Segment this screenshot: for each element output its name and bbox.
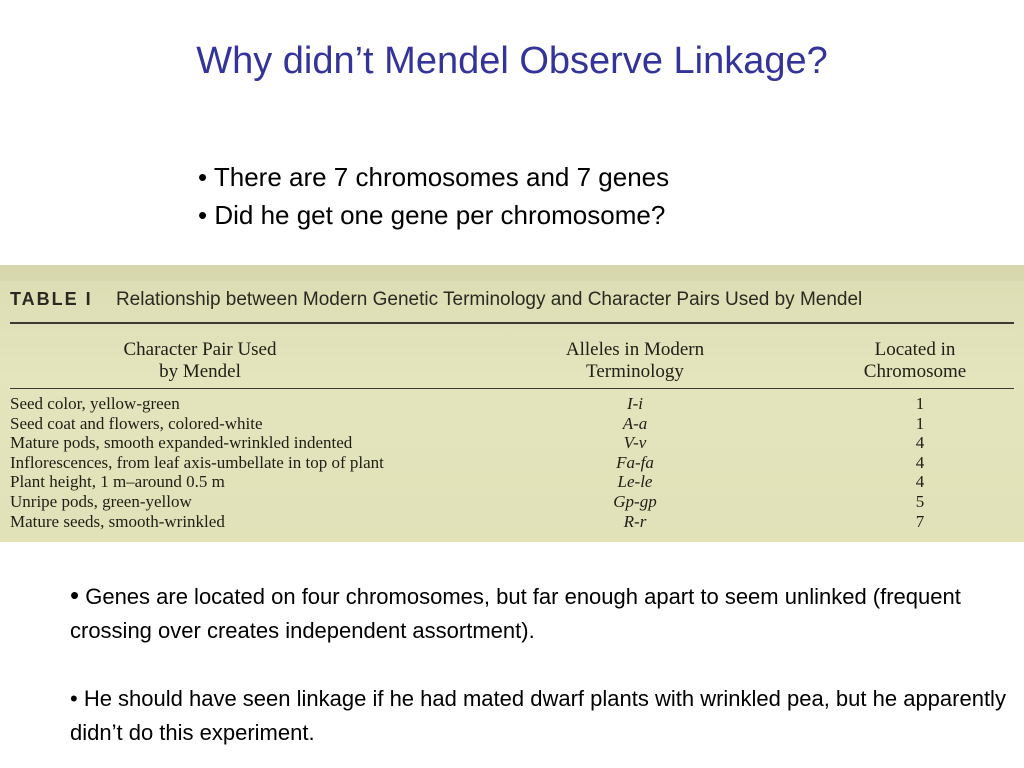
cell-alleles: Gp-gp — [613, 491, 657, 511]
bullet-text: Genes are located on four chromosomes, but far enough apart to seem unlinked (frequent crossing over creates independent assortment). — [70, 584, 961, 643]
slide-title: Why didn’t Mendel Observe Linkage? — [196, 40, 828, 82]
header-line: Character Pair Used — [123, 339, 277, 360]
bullet-marker: • — [70, 686, 78, 711]
bottom-bullet-item — [70, 578, 1010, 648]
column-header-character-pair — [60, 339, 340, 383]
cell-chromosome: 4 — [915, 452, 925, 472]
table-row — [10, 453, 1014, 473]
table-header-rule — [10, 388, 1014, 389]
cell-chromosome: 4 — [915, 433, 925, 453]
cell-alleles: Le-le — [617, 472, 653, 492]
column-header-chromosome — [820, 339, 1010, 383]
cell-chromosome: 5 — [915, 491, 925, 511]
cell-character: Unripe pods, green-yellow — [10, 491, 192, 511]
cell-alleles: I-i — [626, 394, 644, 413]
table-row — [10, 512, 1014, 532]
top-bullet-list — [198, 158, 669, 234]
table-row — [10, 472, 1014, 492]
header-line: Alleles in Modern — [565, 339, 705, 360]
table-heading — [10, 289, 1010, 311]
cell-character: Seed coat and flowers, colored-white — [10, 413, 263, 433]
cell-alleles: R-r — [623, 511, 647, 531]
cell-alleles: A-a — [622, 413, 648, 433]
scan-edge — [0, 265, 1024, 281]
cell-chromosome: 1 — [915, 413, 925, 433]
scanned-table-image — [0, 265, 1024, 542]
bottom-bullet-item — [70, 682, 1010, 750]
cell-chromosome: 1 — [915, 394, 925, 413]
header-line: Terminology — [586, 361, 684, 382]
header-line: Located in — [874, 339, 956, 360]
cell-alleles: Fa-fa — [616, 452, 654, 472]
top-bullet-item: • There are 7 chromosomes and 7 genes — [198, 162, 670, 192]
table-label: TABLE I — [10, 289, 93, 309]
table-top-rule — [10, 322, 1014, 324]
table-row — [10, 433, 1014, 453]
header-line: by Mendel — [159, 361, 241, 382]
cell-character: Inflorescences, from leaf axis-umbellate in top of plant — [10, 452, 384, 472]
table-row — [10, 492, 1014, 512]
cell-chromosome: 4 — [915, 472, 925, 492]
bullet-text: He should have seen linkage if he had mated dwarf plants with wrinkled pea, but he apparently didn’t do this experiment. — [70, 686, 1006, 745]
cell-character: Seed color, yellow-green — [10, 394, 180, 413]
cell-alleles: V-v — [623, 433, 647, 453]
header-line: Chromosome — [863, 361, 967, 382]
bullet-marker: • — [70, 580, 80, 610]
table-body — [10, 394, 1014, 531]
cell-character: Plant height, 1 m–around 0.5 m — [10, 472, 225, 492]
bottom-bullet-list — [70, 578, 1010, 768]
table-caption: Relationship between Modern Genetic Terminology and Character Pairs Used by Mendel — [115, 289, 863, 310]
cell-character: Mature pods, smooth expanded-wrinkled indented — [10, 433, 353, 453]
cell-chromosome: 7 — [915, 511, 925, 531]
table-row — [10, 414, 1014, 434]
column-header-alleles — [520, 339, 750, 383]
cell-character: Mature seeds, smooth-wrinkled — [10, 511, 225, 531]
top-bullet-item: • Did he get one gene per chromosome? — [198, 200, 666, 230]
table-row — [10, 394, 1014, 414]
